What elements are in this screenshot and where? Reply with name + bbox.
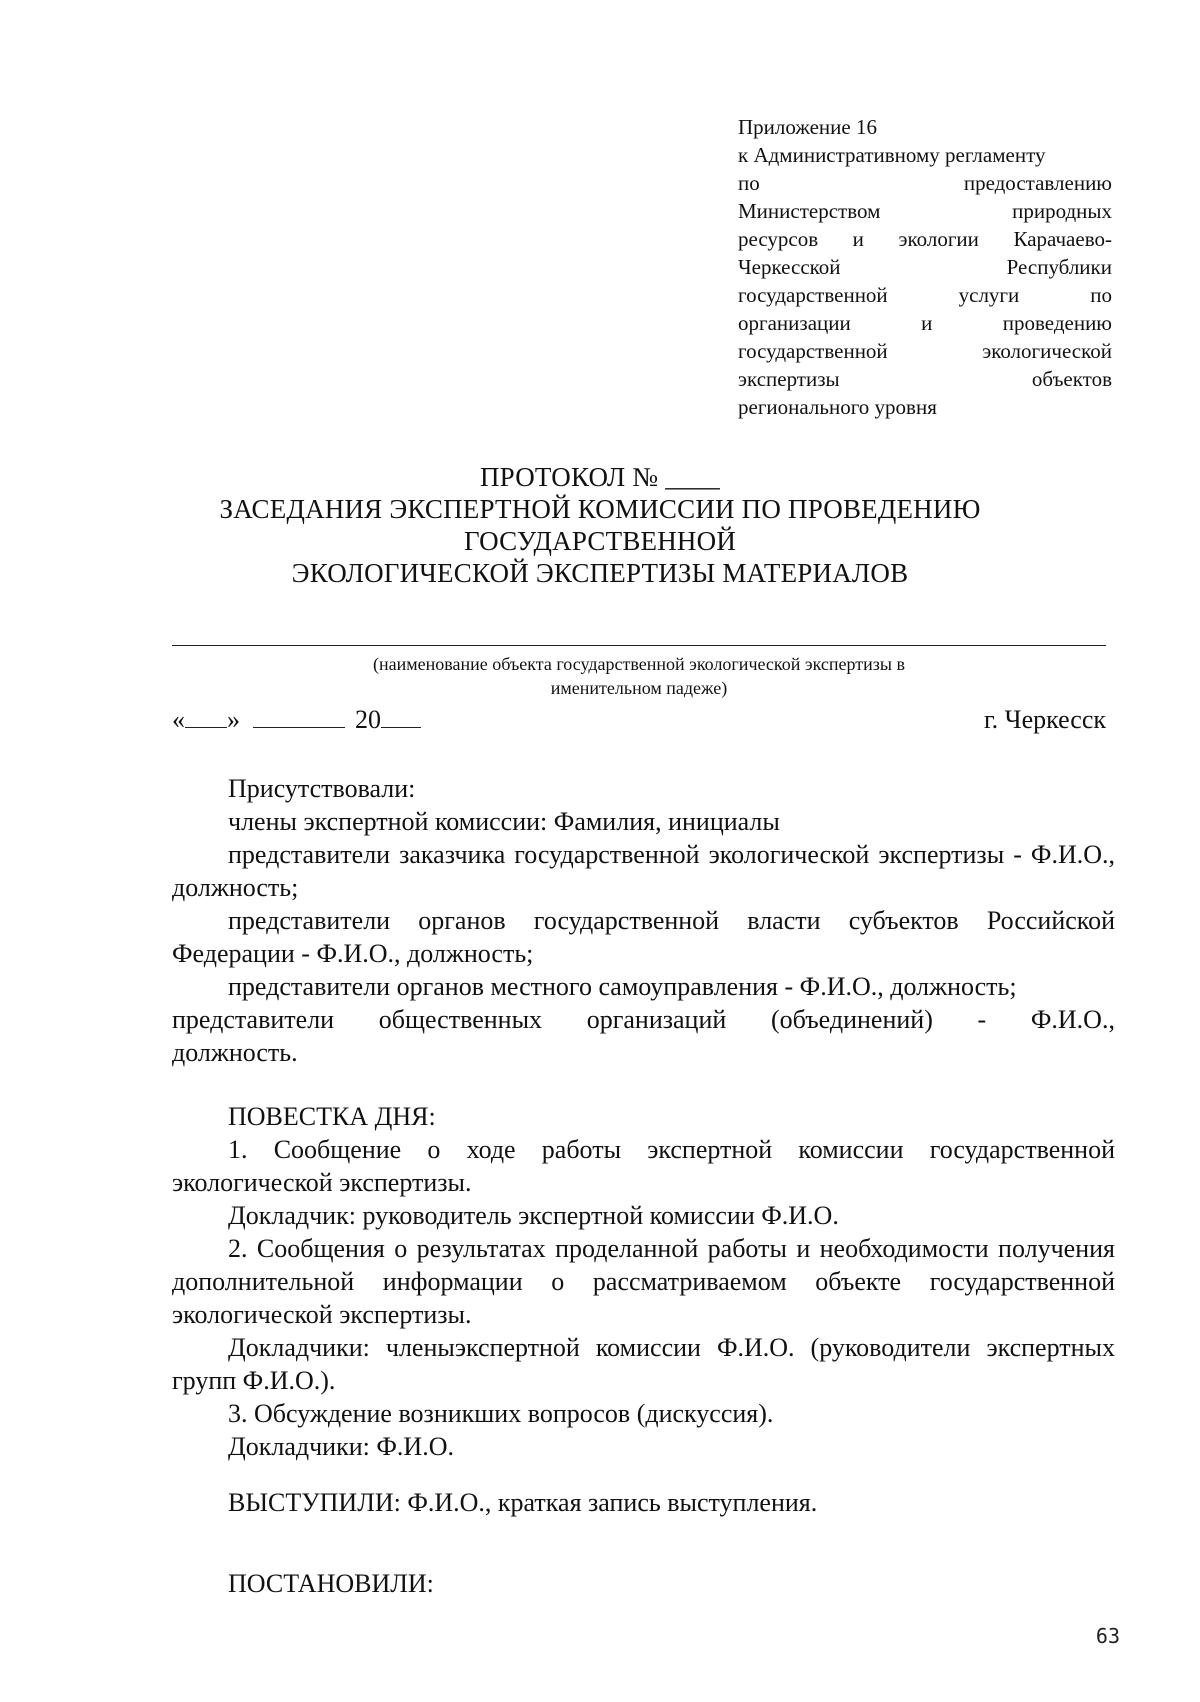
annex-block xyxy=(738,113,1112,421)
annex-word: экспертизы xyxy=(738,367,840,391)
month-blank xyxy=(253,703,345,728)
spoke-line: ВЫСТУПИЛИ: Ф.И.О., краткая запись выступления. xyxy=(228,1488,818,1517)
annex-word: и xyxy=(921,311,933,335)
title-line: ГОСУДАРСТВЕННОЙ xyxy=(463,526,737,556)
date-field xyxy=(172,703,421,737)
word: (объединений) xyxy=(770,1005,933,1034)
resolved-heading: ПОСТАНОВИЛИ: xyxy=(228,1569,434,1598)
annex-line xyxy=(738,225,1112,253)
document-title xyxy=(100,461,1100,589)
agenda-item-2: 2. Сообщения о результатах проделанной работы и необходимости получения дополнительной информации о рассматриваемом объекте государственной экологической экспертизы. xyxy=(172,1234,1115,1329)
attendance-members: члены экспертной комиссии: Фамилия, инициалы xyxy=(228,807,780,836)
annex-word: природных xyxy=(1012,199,1112,223)
annex-word: экологической xyxy=(982,339,1112,363)
attendance-public xyxy=(172,1003,1115,1036)
annex-word: объектов xyxy=(1031,367,1112,391)
word: представители xyxy=(172,1005,335,1034)
attendance-authorities: представители органов государственной власти субъектов Российской Федерации - Ф.И.О., должность; xyxy=(172,906,1115,968)
title-line: ЗАСЕДАНИЯ ЭКСПЕРТНОЙ КОМИССИИ ПО ПРОВЕДЕНИЮ xyxy=(219,494,981,524)
annex-line xyxy=(738,197,1112,225)
annex-word: организации xyxy=(738,311,851,335)
annex-line: Приложение 16 xyxy=(738,115,877,139)
annex-line: к Административному регламенту xyxy=(738,143,1046,167)
annex-line xyxy=(738,337,1112,365)
date-quote-open: « xyxy=(172,705,185,734)
year-prefix: 20 xyxy=(355,705,381,734)
annex-word: и xyxy=(852,227,864,251)
annex-word: Республики xyxy=(1006,255,1112,279)
agenda-item-2-speaker: Докладчики: членыэкспертной комиссии Ф.И.О. (руководители экспертных групп Ф.И.О.). xyxy=(172,1333,1115,1395)
annex-word: экологии xyxy=(898,227,979,251)
page-number: 63 xyxy=(1095,1624,1120,1648)
annex-line xyxy=(738,365,1112,393)
agenda-section xyxy=(172,1100,1115,1463)
annex-word: Черкесской xyxy=(738,255,841,279)
attendance-public-end: должность. xyxy=(172,1038,298,1067)
resolved-section xyxy=(172,1567,1115,1600)
date-row xyxy=(172,703,1106,737)
annex-line xyxy=(738,309,1112,337)
attendance-heading: Присутствовали: xyxy=(228,774,416,803)
date-quote-close: » xyxy=(227,705,240,734)
caption-line: (наименование объекта государственной экологической экспертизы в xyxy=(372,654,905,674)
title-line: ЭКОЛОГИЧЕСКОЙ ЭКСПЕРТИЗЫ МАТЕРИАЛОВ xyxy=(291,558,909,588)
attendance-section xyxy=(172,772,1115,1069)
agenda-heading: ПОВЕСТКА ДНЯ: xyxy=(228,1102,436,1131)
attendance-local: представители органов местного самоуправления - Ф.И.О., должность; xyxy=(228,972,1017,1001)
annex-word: Карачаево- xyxy=(1013,227,1112,251)
agenda-item-1-speaker: Докладчик: руководитель экспертной комиссии Ф.И.О. xyxy=(228,1201,839,1230)
day-blank xyxy=(185,703,227,728)
year-blank xyxy=(381,703,421,728)
word: Ф.И.О., xyxy=(1030,1005,1115,1034)
agenda-item-1: 1. Сообщение о ходе работы экспертной комиссии государственной экологической экспертизы. xyxy=(172,1135,1115,1197)
annex-word: предоставлению xyxy=(963,171,1112,195)
agenda-item-3: 3. Обсуждение возникших вопросов (дискуссия). xyxy=(228,1399,774,1428)
spoke-section xyxy=(172,1486,1115,1519)
annex-word: государственной xyxy=(738,283,888,307)
annex-word: проведению xyxy=(1002,311,1112,335)
annex-word: по xyxy=(1090,283,1112,307)
annex-word: ресурсов xyxy=(738,227,819,251)
attendance-customer: представители заказчика государственной экологической экспертизы - Ф.И.О., должность; xyxy=(172,840,1115,902)
annex-line xyxy=(738,253,1112,281)
object-name-caption xyxy=(172,652,1106,700)
annex-word: услуги xyxy=(958,283,1020,307)
object-name-rule xyxy=(172,645,1106,646)
annex-word: по xyxy=(738,171,760,195)
word: организаций xyxy=(586,1005,727,1034)
annex-line: регионального уровня xyxy=(738,395,937,419)
annex-word: государственной xyxy=(738,339,888,363)
word: - xyxy=(977,1005,987,1034)
title-line: ПРОТОКОЛ № ____ xyxy=(479,462,721,492)
agenda-item-3-speaker: Докладчики: Ф.И.О. xyxy=(228,1432,454,1461)
annex-line xyxy=(738,169,1112,197)
annex-word: Министерством xyxy=(738,199,881,223)
caption-line: именительном падеже) xyxy=(550,678,728,698)
annex-line xyxy=(738,281,1112,309)
city: г. Черкесск xyxy=(983,705,1106,734)
word: общественных xyxy=(378,1005,543,1034)
